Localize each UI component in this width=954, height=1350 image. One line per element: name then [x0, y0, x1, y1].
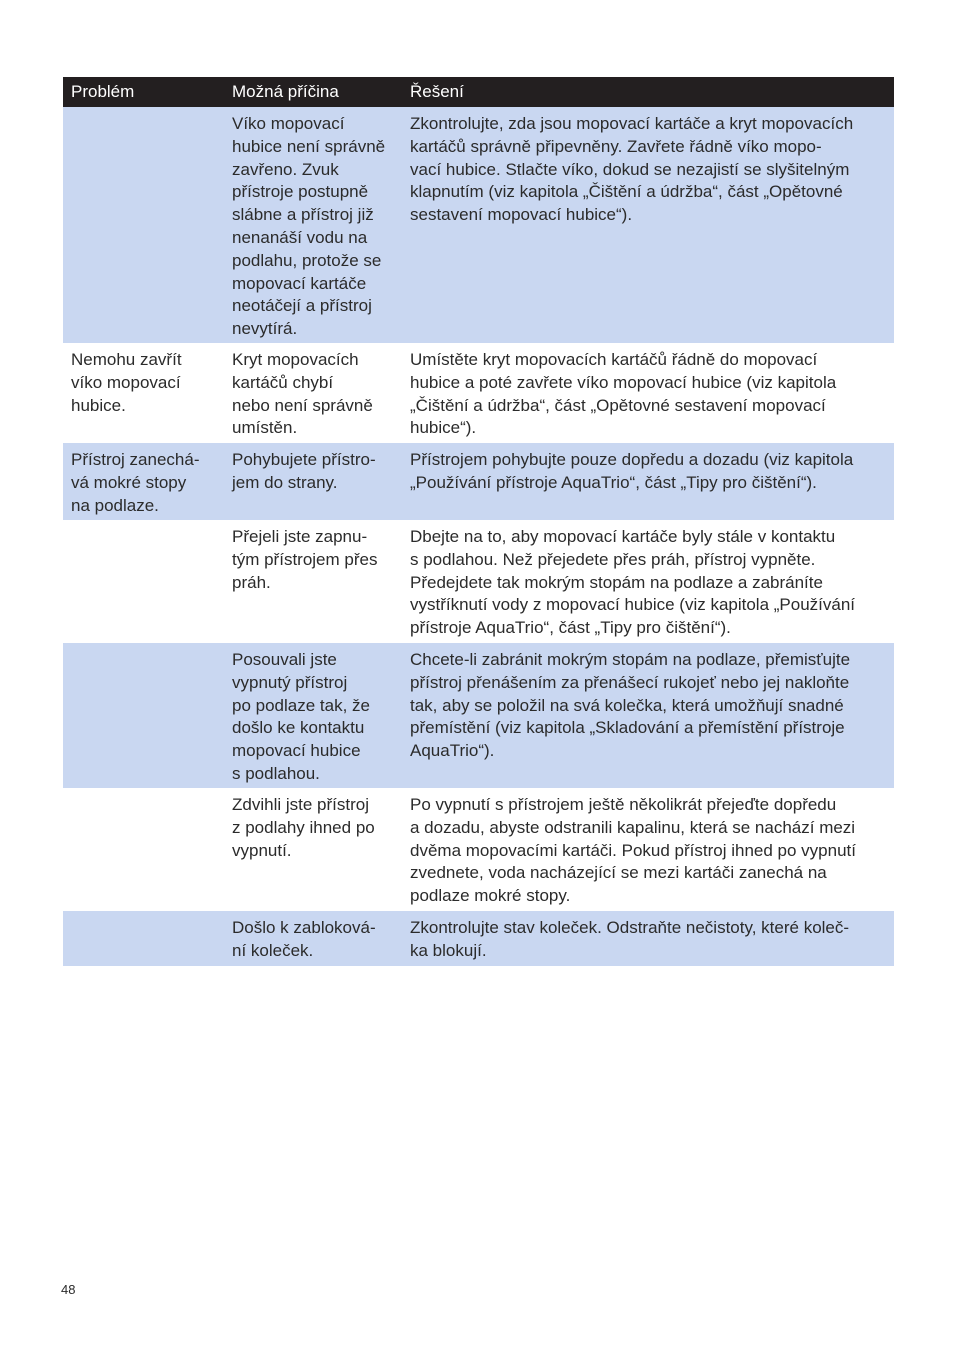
cause-cell: Kryt mopovacích kartáčů chybí nebo není správně umístěn. — [232, 350, 373, 438]
solution-cell: Chcete-li zabránit mokrým stopám na podlaze, přemisťujte přístroj přenášením za přenášecí rukojeť nebo jej nakloňte tak, aby se položil na svá kolečka, která umožňují snadné přemístění (viz kapitola „Skladování a přemístění přístroje AquaTrio“). — [410, 650, 851, 761]
solution-cell: Dbejte na to, aby mopovací kartáče byly stále v kontaktu s podlahou. Než přejedete přes práh, přístroj vypněte. Předejdete tak mokrým stopám na podlaze a zabráníte vystříknutí vody z mopovací hubice (viz kapitola „Používání přístroje AquaTrio“, část „Tipy pro čištění“). — [410, 527, 856, 638]
solution-cell: Přístrojem pohybujte pouze dopředu a dozadu (viz kapitola „Používání přístroje AquaTrio“, část „Tipy pro čištění“). — [410, 450, 854, 492]
problem-cell — [63, 107, 224, 343]
table-row — [63, 520, 894, 643]
table-row — [63, 343, 894, 443]
solution-cell: Zkontrolujte, zda jsou mopovací kartáče a kryt mopovacích kartáčů správně připevněny. Zavřete řádně víko mopo- vací hubice. Stlačte víko, dokud se nezajistí se slyšitelným klapnutím (viz kapitola „Čištění a údržba“, část „Opětovné sestavení mopovací hubice“). — [410, 114, 854, 225]
table-row — [63, 107, 894, 343]
solution-cell: Umístěte kryt mopovacích kartáčů řádně do mopovací hubice a poté zavřete víko mopovací hubice (viz kapitola „Čištění a údržba“, část „Opětovné sestavení mopovací hubice“). — [410, 350, 837, 438]
header-solution: Řešení — [410, 82, 464, 101]
table-header — [63, 77, 894, 107]
cause-cell: Pohybujete přístro- jem do strany. — [232, 450, 376, 492]
table-row — [63, 788, 894, 911]
cause-cell: Došlo k zabloková- ní koleček. — [232, 918, 376, 960]
solution-cell: Po vypnutí s přístrojem ještě několikrát přejeďte dopředu a dozadu, abyste odstranili kapalinu, která se nachází mezi dvěma mopovacími kartáči. Pokud přístroj ihned po vypnutí zvednete, voda nacházející se mezi kartáči zanechá na podlaze mokré stopy. — [410, 795, 856, 906]
cause-cell: Přejeli jste zapnu- tým přístrojem přes práh. — [232, 527, 378, 592]
problem-cell: Přístroj zanechá- vá mokré stopy na podlaze. — [71, 450, 200, 515]
cause-cell: Posouvali jste vypnutý přístroj po podlaze tak, že došlo ke kontaktu mopovací hubice s podlahou. — [232, 650, 370, 783]
cause-cell: Víko mopovací hubice není správně zavřeno. Zvuk přístroje postupně slábne a přístroj již nenanáší vodu na podlahu, protože se mopovací kartáče neotáčejí a přístroj nevytírá. — [232, 114, 386, 339]
table-row — [63, 443, 894, 520]
problem-cell — [63, 643, 224, 788]
cause-cell: Zdvihli jste přístroj z podlahy ihned po vypnutí. — [232, 795, 375, 860]
page-number: 48 — [61, 1282, 76, 1297]
header-cause: Možná příčina — [232, 82, 339, 101]
problem-cell: Nemohu zavřít víko mopovací hubice. — [71, 350, 182, 415]
solution-cell: Zkontrolujte stav koleček. Odstraňte nečistoty, které koleč- ka blokují. — [410, 918, 850, 960]
troubleshooting-table — [63, 77, 894, 966]
problem-cell — [63, 911, 224, 966]
table-row — [63, 911, 894, 966]
table-row — [63, 643, 894, 788]
problem-cell — [63, 788, 224, 911]
header-problem: Problém — [71, 82, 135, 101]
problem-cell — [63, 520, 224, 643]
